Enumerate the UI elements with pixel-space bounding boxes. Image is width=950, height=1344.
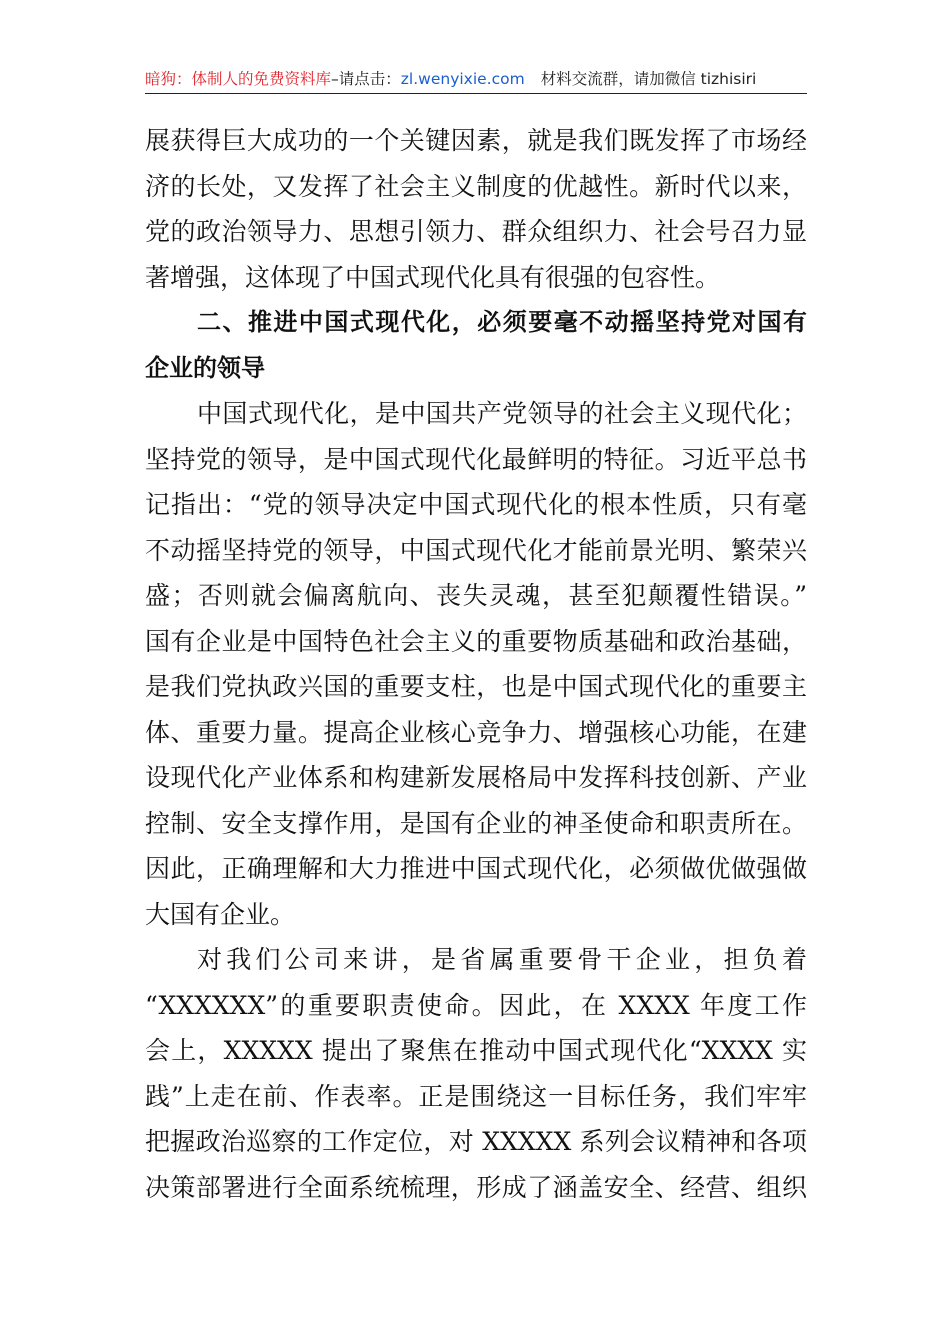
body-line: 把握政治巡察的工作定位，对 XXXXX 系列会议精神和各项 [145, 1127, 807, 1156]
body-line: 不动摇坚持党的领导，中国式现代化才能前景光明、繁荣兴 [145, 535, 807, 565]
body-line: 著增强，这体现了中国式现代化具有很强的包容性。 [145, 262, 721, 292]
body-line: 中国式现代化，是中国共产党领导的社会主义现代化； [197, 399, 807, 428]
header-brand-text: 暗狗：体制人的免费资料库 [145, 70, 332, 88]
section-heading: 二、推进中国式现代化，必须要毫不动摇坚持党对国有 [197, 308, 807, 336]
document-body [145, 118, 807, 1210]
page-header-banner [145, 66, 807, 92]
body-line: 盛；否则就会偏离航向、丧失灵魂，甚至犯颠覆性错误。” [145, 581, 807, 610]
header-cta-text: –请点击： [331, 70, 401, 88]
body-line: 记指出：“党的领导决定中国式现代化的根本性质，只有毫 [145, 490, 807, 519]
body-line: 会上，XXXXX 提出了聚焦在推动中国式现代化“XXXX 实 [145, 1036, 807, 1065]
body-line: 对我们公司来讲，是省属重要骨干企业，担负着 [197, 945, 807, 974]
header-contact-text: 材料交流群，请加微信 tizhisiri [540, 70, 757, 88]
body-line: “XXXXXX”的重要职责使命。因此，在 XXXX 年度工作 [145, 990, 807, 1020]
body-line: 国有企业是中国特色社会主义的重要物质基础和政治基础， [145, 626, 807, 656]
body-line: 大国有企业。 [145, 899, 296, 929]
body-line: 济的长处，又发挥了社会主义制度的优越性。新时代以来， [145, 171, 807, 201]
body-line: 因此，正确理解和大力推进中国式现代化，必须做优做强做 [145, 854, 807, 883]
body-line: 展获得巨大成功的一个关键因素，就是我们既发挥了市场经 [145, 126, 807, 155]
body-line: 践”上走在前、作表率。正是围绕这一目标任务，我们牢牢 [145, 1081, 807, 1111]
body-line: 党的政治领导力、思想引领力、群众组织力、社会号召力显 [145, 217, 807, 246]
header-divider [145, 93, 807, 94]
body-line: 体、重要力量。提高企业核心竞争力、增强核心功能，在建 [145, 717, 807, 747]
body-line: 控制、安全支撑作用，是国有企业的神圣使命和职责所在。 [145, 808, 807, 838]
section-heading: 企业的领导 [145, 353, 265, 382]
body-line: 决策部署进行全面系统梳理，形成了涵盖安全、经营、组织 [145, 1172, 807, 1202]
body-line: 坚持党的领导，是中国式现代化最鲜明的特征。习近平总书 [145, 444, 807, 474]
body-line: 设现代化产业体系和构建新发展格局中发挥科技创新、产业 [145, 763, 807, 792]
body-line: 是我们党执政兴国的重要支柱，也是中国式现代化的重要主 [145, 672, 807, 701]
header-link[interactable]: zl.wenyixie.com [400, 70, 525, 88]
